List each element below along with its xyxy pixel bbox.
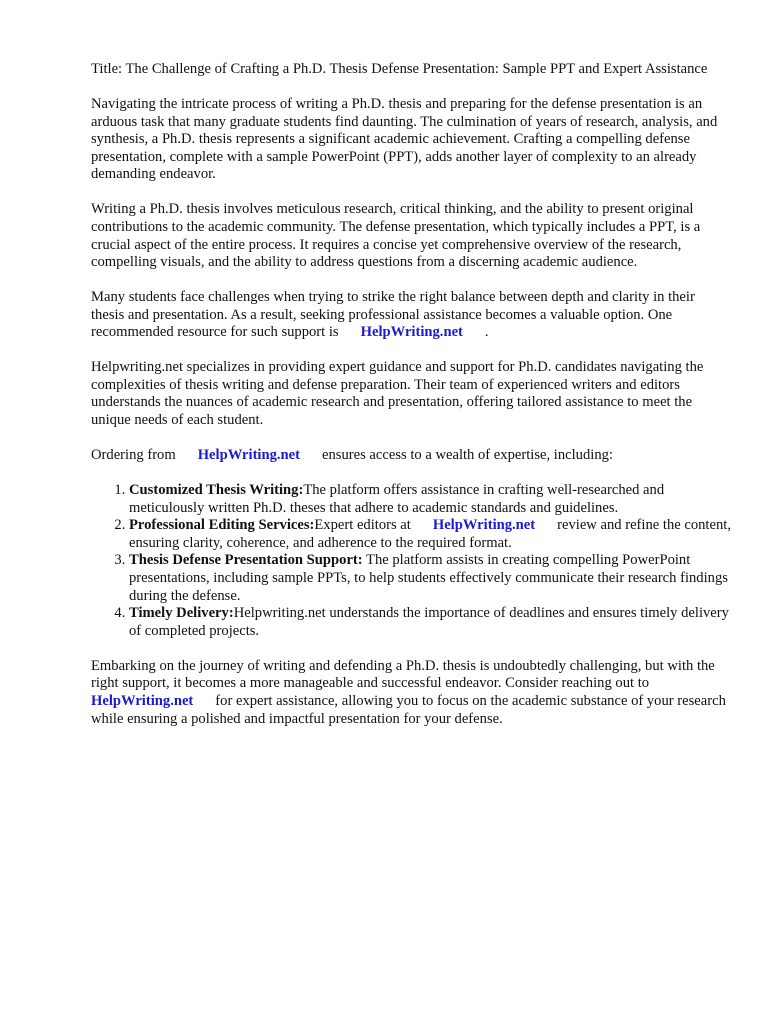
paragraph-text: Ordering from: [91, 447, 176, 464]
paragraph-text: Embarking on the journey of writing and defending a Ph.D. thesis is undoubtedly challenging, but with the right support, it becomes a more manageable and successful endeavor. Consider reaching out to: [91, 657, 715, 692]
paragraph-text: .: [484, 324, 489, 341]
list-item-text: review and refine the content, ensuring clarity, coherence, and adherence to the required format.: [129, 517, 731, 551]
list-item-heading: Professional Editing Services:: [129, 517, 315, 534]
helpwriting-link[interactable]: HelpWriting.net: [197, 447, 300, 464]
list-item: [129, 605, 731, 640]
list-item-text: The platform assists in creating compelling PowerPoint presentations, including sample PPTs, to help students effectively communicate their research findings during the defense.: [129, 552, 728, 604]
paragraph-about-service: Helpwriting.net specializes in providing expert guidance and support for Ph.D. candidates navigating the complexities of thesis writing and defense preparation. Their team of experienced writers and editors understands the nuances of academic research and presentation, offering tailored assistance to meet the unique needs of each student.: [91, 359, 704, 429]
paragraph-conclusion: [91, 658, 731, 728]
list-item-text: Expert editors at: [314, 517, 411, 534]
paragraph-text: Many students face challenges when trying to strike the right balance between depth and clarity in their thesis and presentation. As a result, seeking professional assistance becomes a valuable option. One recommended resource for such support is: [91, 289, 695, 341]
document-title: Title: The Challenge of Crafting a Ph.D. Thesis Defense Presentation: Sample PPT and Expert Assistance: [91, 61, 708, 77]
document-page: [91, 61, 731, 746]
helpwriting-link[interactable]: HelpWriting.net: [432, 517, 536, 534]
list-item-heading: Timely Delivery:: [129, 605, 234, 622]
expertise-list: [91, 482, 731, 640]
helpwriting-link[interactable]: HelpWriting.net: [91, 692, 194, 709]
list-item-heading: Thesis Defense Presentation Support:: [129, 552, 363, 569]
paragraph-intro: Navigating the intricate process of writing a Ph.D. thesis and preparing for the defense presentation is an arduous task that many graduate students find daunting. The culmination of years of research, analysis, and synthesis, a Ph.D. thesis represents a significant academic achievement. Crafting a compelling defense presentation, complete with a sample PowerPoint (PPT), adds another layer of complexity to an already demanding endeavor.: [91, 95, 718, 183]
helpwriting-link[interactable]: HelpWriting.net: [360, 324, 463, 341]
paragraph-ordering: [91, 447, 731, 465]
paragraph-challenges: [91, 289, 731, 342]
list-item: [129, 482, 731, 517]
paragraph-text: for expert assistance, allowing you to focus on the academic substance of your research while ensuring a polished and impactful presentation for your defense.: [91, 692, 726, 727]
list-item-text: The platform offers assistance in crafting well-researched and meticulously written Ph.D. theses that adhere to academic standards and guidelines.: [129, 482, 665, 516]
list-item: [129, 517, 731, 552]
list-item-text: Helpwriting.net understands the importance of deadlines and ensures timely delivery of completed projects.: [129, 605, 729, 639]
list-item-heading: Customized Thesis Writing:: [129, 482, 304, 499]
list-item: [129, 552, 731, 605]
paragraph-thesis-writing: Writing a Ph.D. thesis involves meticulous research, critical thinking, and the ability to present original contributions to the academic community. The defense presentation, which typically includes a PPT, is a crucial aspect of the entire process. It requires a concise yet comprehensive overview of the research, compelling visuals, and the ability to address questions from a discerning academic audience.: [91, 201, 701, 271]
paragraph-text: ensures access to a wealth of expertise, including:: [322, 447, 613, 464]
